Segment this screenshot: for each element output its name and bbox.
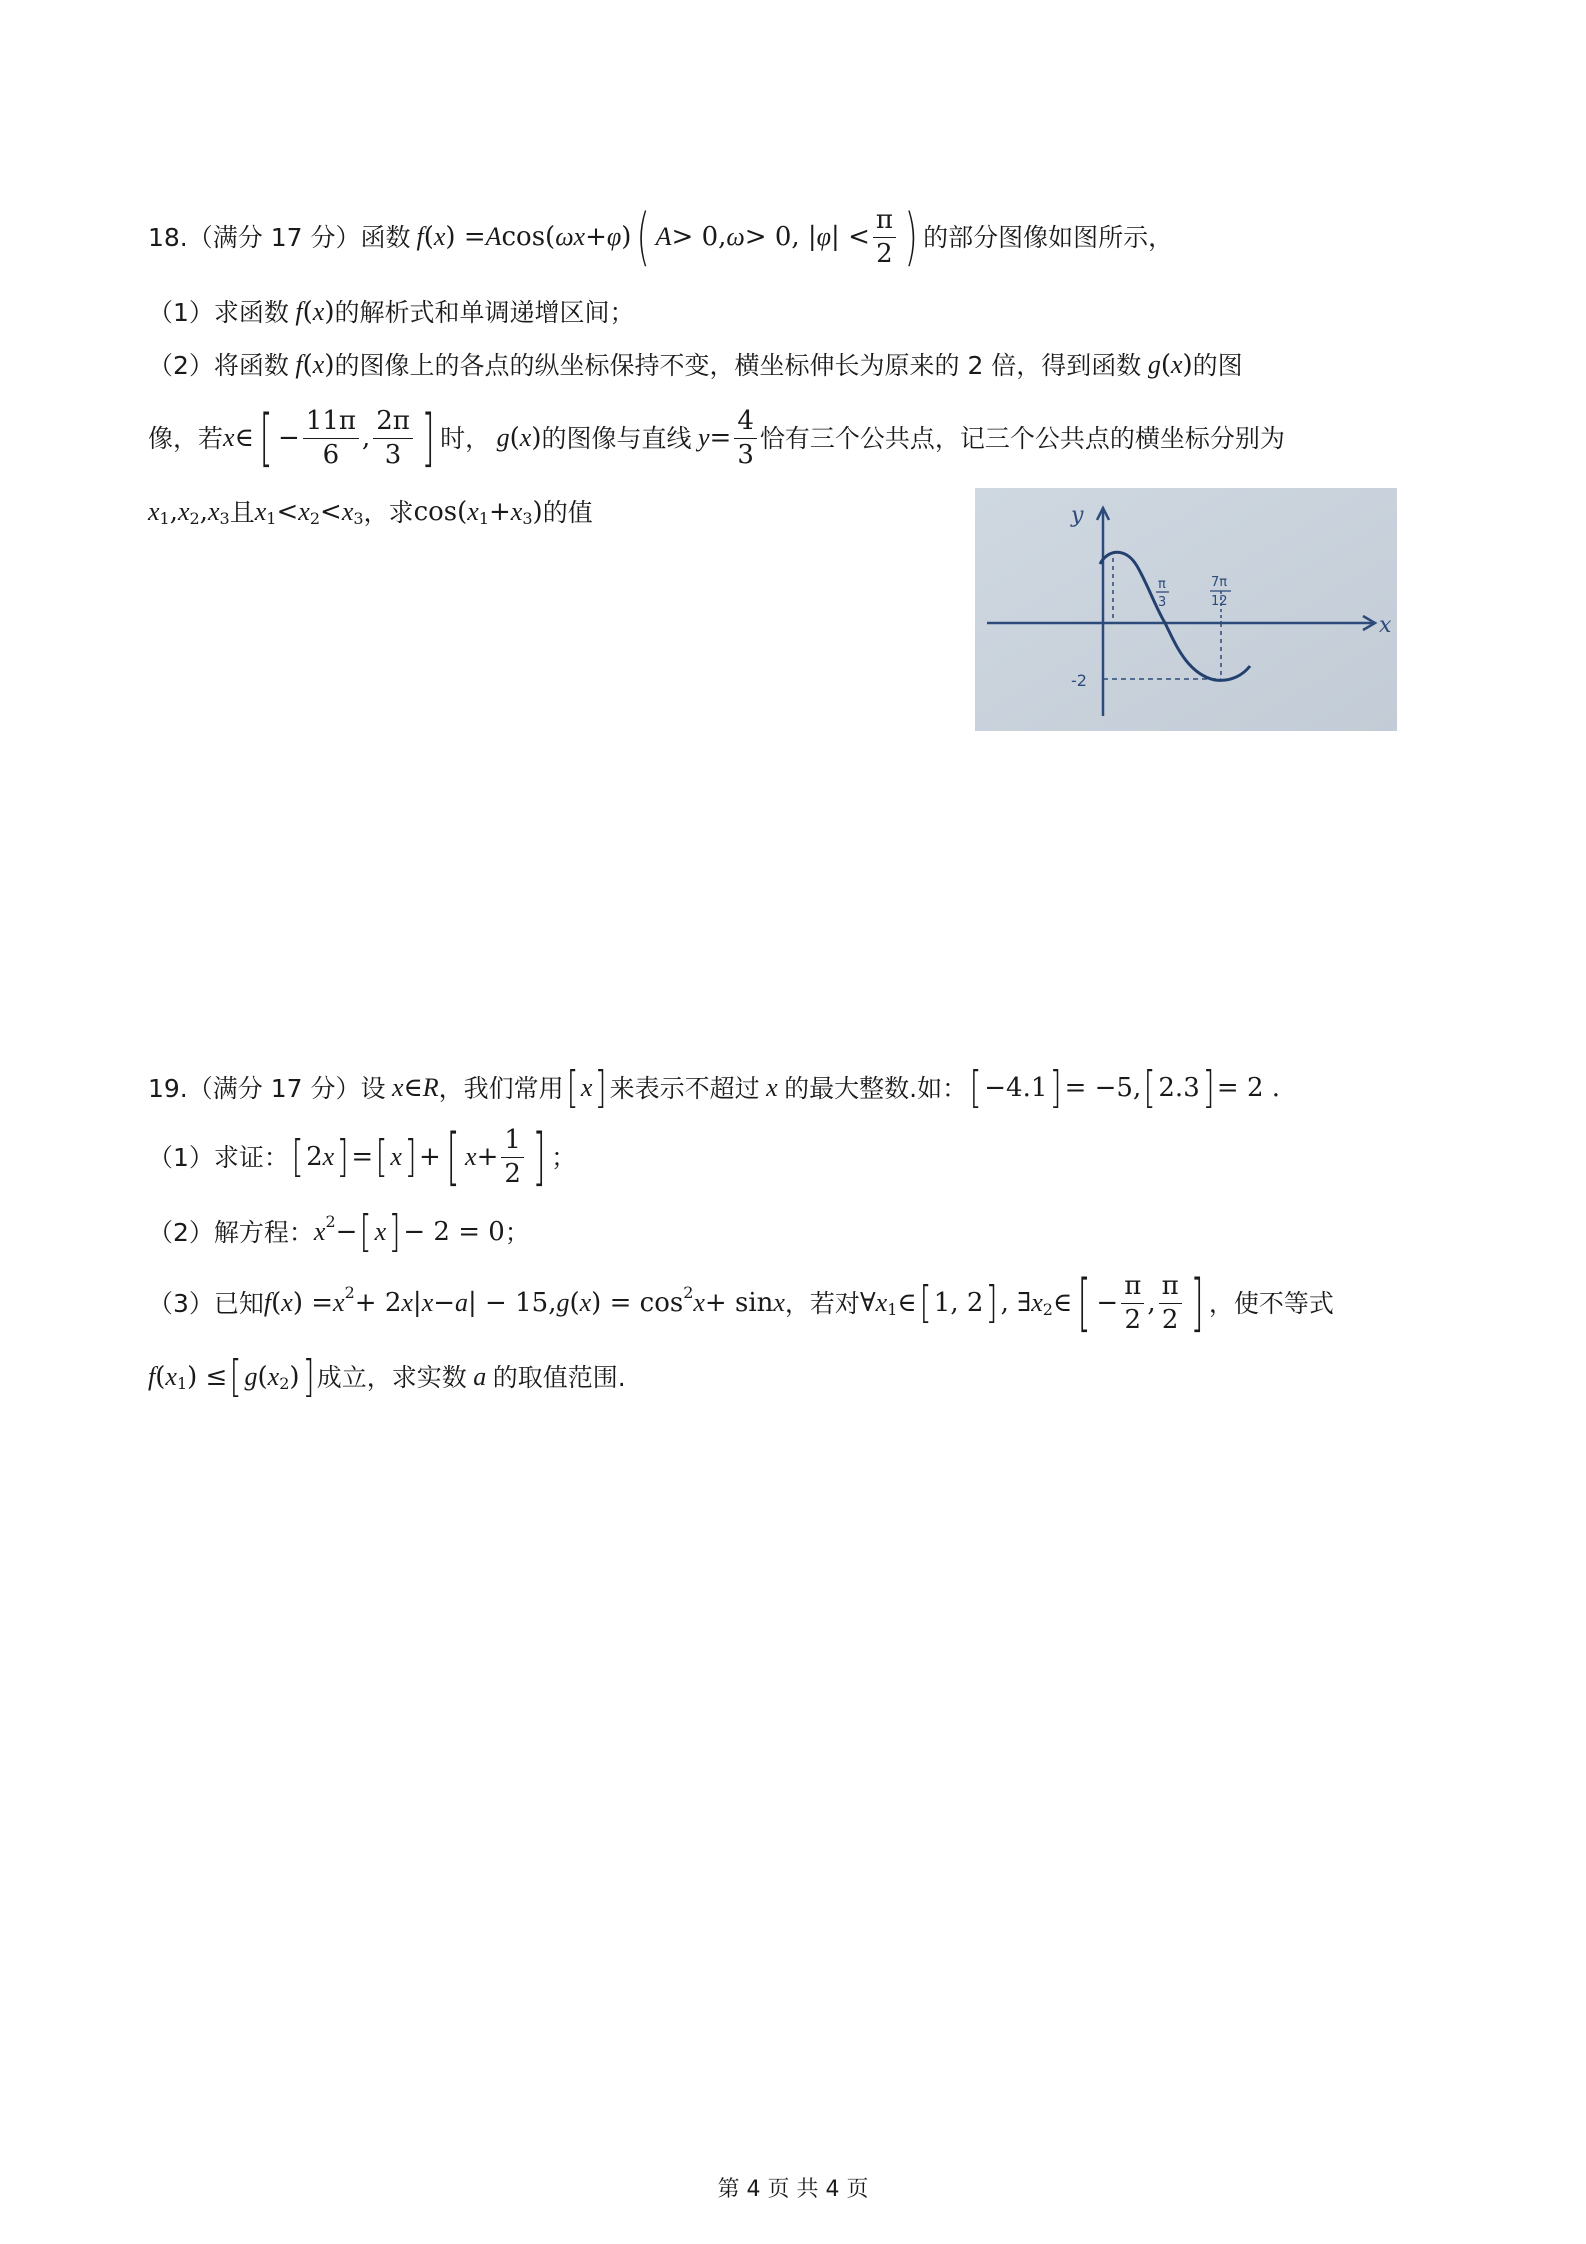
x-axis-label: x [1379, 613, 1392, 638]
tick-7pi-12-num: 7π [1211, 575, 1228, 590]
q19-part2: （2）解方程： x 2 − [ x ] − 2 = 0 ； [148, 1206, 530, 1257]
q19-part3-line2: f ( x 1 ) ≤ [ g ( x 2 ) ] 成立，求实数 a 的取值范围. [148, 1351, 626, 1402]
fraction-pi-over-2: $\frac{\pi}{2}$ [873, 206, 896, 268]
q18-tail: 的部分图像如图所示， [923, 222, 1174, 252]
q19-part3: （3）已知 f ( x ) = x 2 + 2 x | x − a | − 15, g ( x ) = cos 2 x + sin x ，若对 ∀ x 1 ∈ [ 1, 2 ] , ∃ x 2 ∈ [ − $\frac{\pi}{2}$ , $\frac{\pi}{2}$ ] ，使不等式 [148, 1266, 1334, 1339]
q19-part1: （1）求证： [ 2 x ] = [ x ] + [ x + $\frac{1}{2}$ ] ； [148, 1120, 577, 1193]
tick-7pi-12-den: 12 [1211, 594, 1228, 609]
q18-line1: 18.（满分 17 分）函数 f ( x ) = A cos( ωx + φ ) ( A > 0, ω > 0, | φ | < $\frac{\pi}{2}$ ) 的部分图像如图所示， [148, 200, 1174, 273]
q19-line1: 19.（满分 17 分）设 x ∈ R ，我们常用 [ x ] 来表示不超过 x 的最大整数.如： [ −4.1 ] = −5, [ 2.3 ] = 2 . [148, 1062, 1281, 1113]
q18-part1: （1）求函数 f ( x ) 的解析式和单调递增区间； [148, 297, 635, 327]
function-graph-photo [975, 488, 1397, 731]
q18-line5: x 1 , x 2 , x 3 且 x 1 < x 2 < x 3 ，求 cos( x 1 + x 3 ) 的值 [148, 497, 593, 528]
q18-head: 18.（满分 17 分）函数 [148, 222, 411, 252]
graph-svg [975, 488, 1397, 731]
tick-pi-3-den: 3 [1158, 595, 1167, 610]
y-tick-minus-2: -2 [1071, 671, 1087, 690]
tick-pi-3-num: π [1158, 577, 1166, 592]
q18-part2: （2）将函数 f ( x ) 的图像上的各点的纵坐标保持不变，横坐标伸长为原来的 2 倍，得到函数 g ( x ) 的图 [148, 350, 1243, 380]
y-axis-label: y [1071, 503, 1084, 528]
page-footer: 第 4 页 共 4 页 [717, 2177, 869, 2202]
q18-line4: 像，若 x ∈ [ − $\frac{11\pi}{6}$ , $\frac{2\pi}{3}$ ] 时， g ( x ) 的图像与直线 y = $\frac{4}{3}$ 恰有三个公共点，记三个公共点的横坐标分别为 [148, 401, 1285, 474]
